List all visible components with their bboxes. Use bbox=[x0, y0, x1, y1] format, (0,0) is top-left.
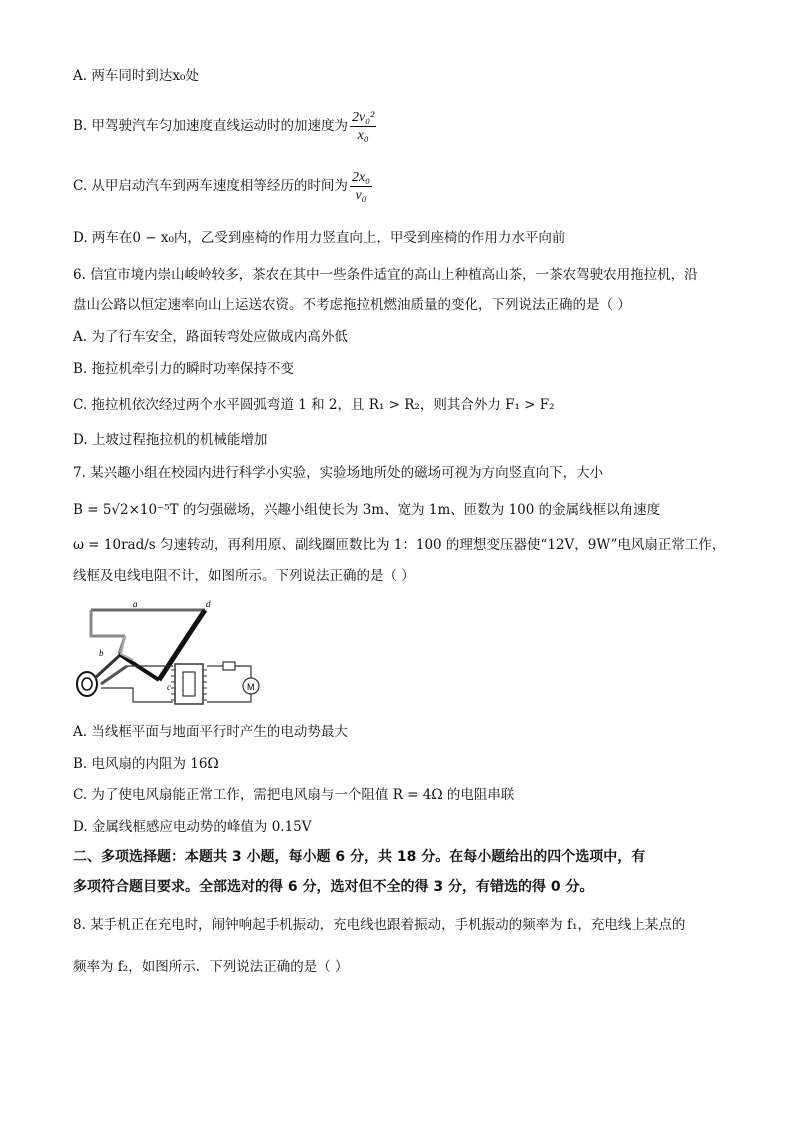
q6-stem-line1: 6. 信宜市境内崇山峻岭较多，茶农在其中一些条件适宜的高山上种植高山茶，一茶农驾驶农用拖拉机，沿 bbox=[73, 267, 698, 283]
q7-option-a: A. 当线框平面与地面平行时产生的电动势最大 bbox=[73, 724, 348, 740]
fig-label-d: d bbox=[206, 599, 211, 609]
q5-option-d: D. 两车在0 − x₀内，乙受到座椅的作用力竖直向上，甲受到座椅的作用力水平向前 bbox=[73, 230, 566, 246]
q6-option-d: D. 上坡过程拖拉机的机械能增加 bbox=[73, 432, 268, 448]
q5-b-fraction: $\frac{\text{2v₀²}}{\text{x₀}}$ bbox=[352, 110, 375, 143]
q5-c-fraction: $\frac{\text{2x₀}}{\text{v₀}}$ bbox=[351, 170, 371, 203]
q7-option-c: C. 为了使电风扇能正常工作，需把电风扇与一个阻值 R = 4Ω 的电阻串联 bbox=[73, 787, 515, 803]
fig-label-motor: M bbox=[247, 682, 255, 692]
q7-stem-line2: B = 5√2×10⁻⁵T 的匀强磁场，兴趣小组使长为 3m、宽为 1m、匝数为 100 的金属线框以角速度 bbox=[73, 502, 661, 518]
fig-label-a: a bbox=[133, 599, 138, 609]
q7-stem-line4: 线框及电线电阻不计，如图所示。下列说法正确的是（ ） bbox=[73, 568, 415, 584]
q5-option-c: C. 从甲启动汽车到两车速度相等经历的时间为 $\frac{\text{2x₀}}{\text{v₀}}$ bbox=[73, 170, 371, 203]
q7-option-b: B. 电风扇的内阻为 16Ω bbox=[73, 756, 219, 772]
q7-stem-line3: ω = 10rad/s 匀速转动，再利用原、副线圈匝数比为 1：100 的理想变压器使“12V，9W”电风扇正常工作， bbox=[73, 537, 726, 553]
q6-option-a: A. 为了行车安全，路面转弯处应做成内高外低 bbox=[73, 329, 348, 345]
q6-option-b: B. 拖拉机牵引力的瞬时功率保持不变 bbox=[73, 361, 295, 377]
q6-stem-line2: 盘山公路以恒定速率向山上运送农资。不考虑拖拉机燃油质量的变化，下列说法正确的是（ ） bbox=[73, 297, 631, 313]
q5-option-a: A. 两车同时到达x₀处 bbox=[73, 68, 199, 84]
q7-stem-line1: 7. 某兴趣小组在校园内进行科学小实验，实验场地所处的磁场可视为方向竖直向下，大小 bbox=[73, 465, 604, 481]
section2-heading-line2: 多项符合题目要求。全部选对的得 6 分，选对但不全的得 3 分，有错选的得 0 分。 bbox=[73, 879, 594, 895]
q7-option-d: D. 金属线框感应电动势的峰值为 0.15V bbox=[73, 819, 312, 835]
q8-stem-line1: 8. 某手机正在充电时，闹钟响起手机振动，充电线也跟着振动，手机振动的频率为 f₁，充电线上某点的 bbox=[73, 917, 686, 933]
section2-heading-line1: 二、多项选择题：本题共 3 小题，每小题 6 分，共 18 分。在每小题给出的四个选项中，有 bbox=[73, 849, 646, 865]
q6-option-c: C. 拖拉机依次经过两个水平圆弧弯道 1 和 2，且 R₁ > R₂，则其合外力 F₁ > F₂ bbox=[73, 397, 555, 413]
q5-option-b: B. 甲驾驶汽车匀加速度直线运动时的加速度为 $\frac{\text{2v₀²}}{\text{x₀}}$ bbox=[73, 110, 375, 143]
fig-label-c: c bbox=[167, 682, 171, 692]
fig-label-b: b bbox=[99, 648, 104, 658]
q8-stem-line2: 频率为 f₂，如图所示．下列说法正确的是（ ） bbox=[73, 959, 349, 975]
q7-figure-generator-transformer bbox=[73, 598, 273, 710]
